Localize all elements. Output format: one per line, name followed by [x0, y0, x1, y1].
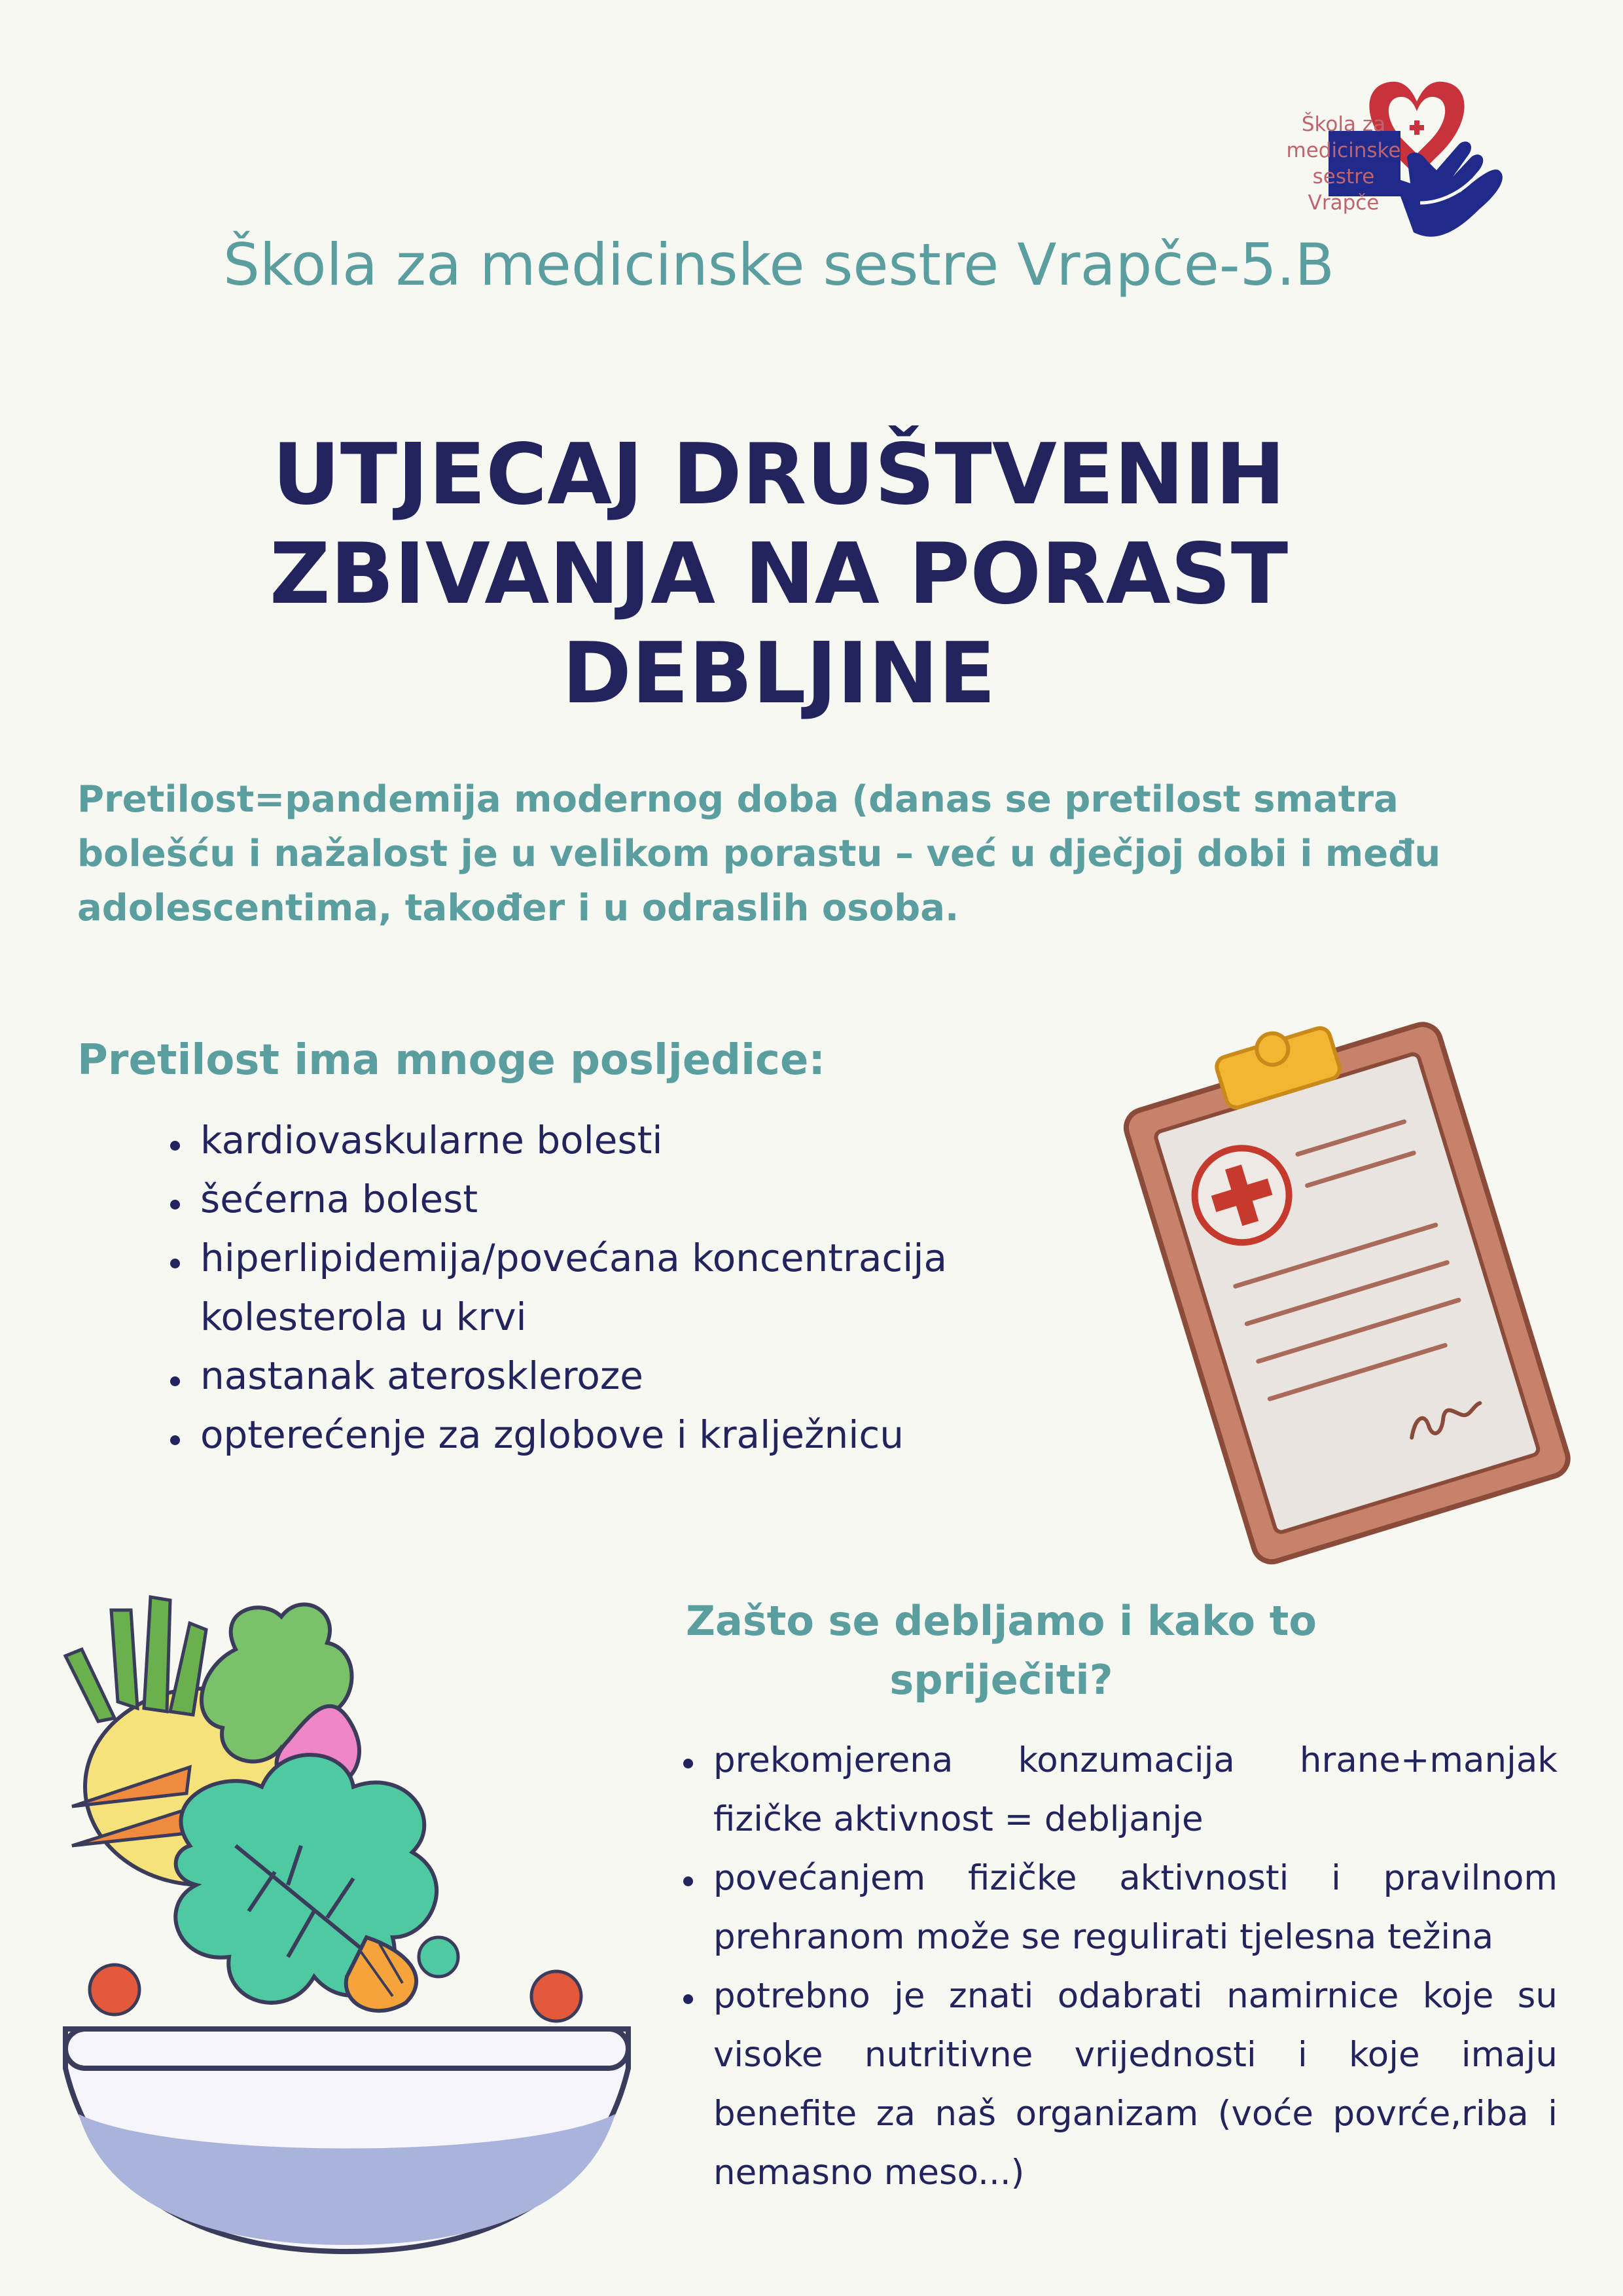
logo-text-line: Vrapče [1308, 191, 1380, 215]
intro-paragraph: Pretilost=pandemija modernog doba (danas se pretilost smatra bolešću i nažalost je u velikom porastu – već u dječjoj dobi i među adolescentima, također i u odraslih osoba. [77, 778, 1441, 929]
list-item: prekomjerena konzumacija hrane+manjak fizičke aktivnost = debljanje [674, 1731, 1558, 1849]
list-item: nastanak ateroskleroze [168, 1346, 1051, 1405]
logo-text-line: Škola za [1301, 113, 1386, 136]
medical-clipboard-icon [1080, 982, 1590, 1571]
list-item: opterećenje za zglobove i kralježnicu [168, 1405, 1051, 1464]
list-item: šećerna bolest [168, 1170, 1051, 1229]
why-list [674, 1731, 1558, 2202]
list-item: potrebno je znati odabrati namirnice koje su visoke nutritivne vrijednosti i koje imaju benefite za naš organizam (voće povrće,riba i nemasno meso...) [674, 1967, 1558, 2202]
logo-text-line: sestre [1312, 165, 1375, 188]
page-title: UTJECAJ DRUŠTVENIH ZBIVANJA NA PORAST DEBLJINE [269, 426, 1289, 723]
list-item: hiperlipidemija/povećana koncentracija kolesterola u krvi [168, 1229, 1051, 1346]
logo-text [1268, 111, 1419, 216]
why-heading: Zašto se debljamo i kako to spriječiti? [686, 1597, 1317, 1704]
effects-heading: Pretilost ima mnoge posljedice: [77, 1036, 825, 1085]
list-item: kardiovaskularne bolesti [168, 1111, 1051, 1170]
school-class-line: Škola za medicinske sestre Vrapče-5.B [223, 231, 1334, 298]
effects-list [168, 1111, 1051, 1464]
logo-text-line: medicinske [1286, 139, 1401, 162]
salad-bowl-icon [39, 1571, 654, 2278]
list-item: povećanjem fizičke aktivnosti i pravilnom prehranom može se regulirati tjelesna težina [674, 1849, 1558, 1967]
